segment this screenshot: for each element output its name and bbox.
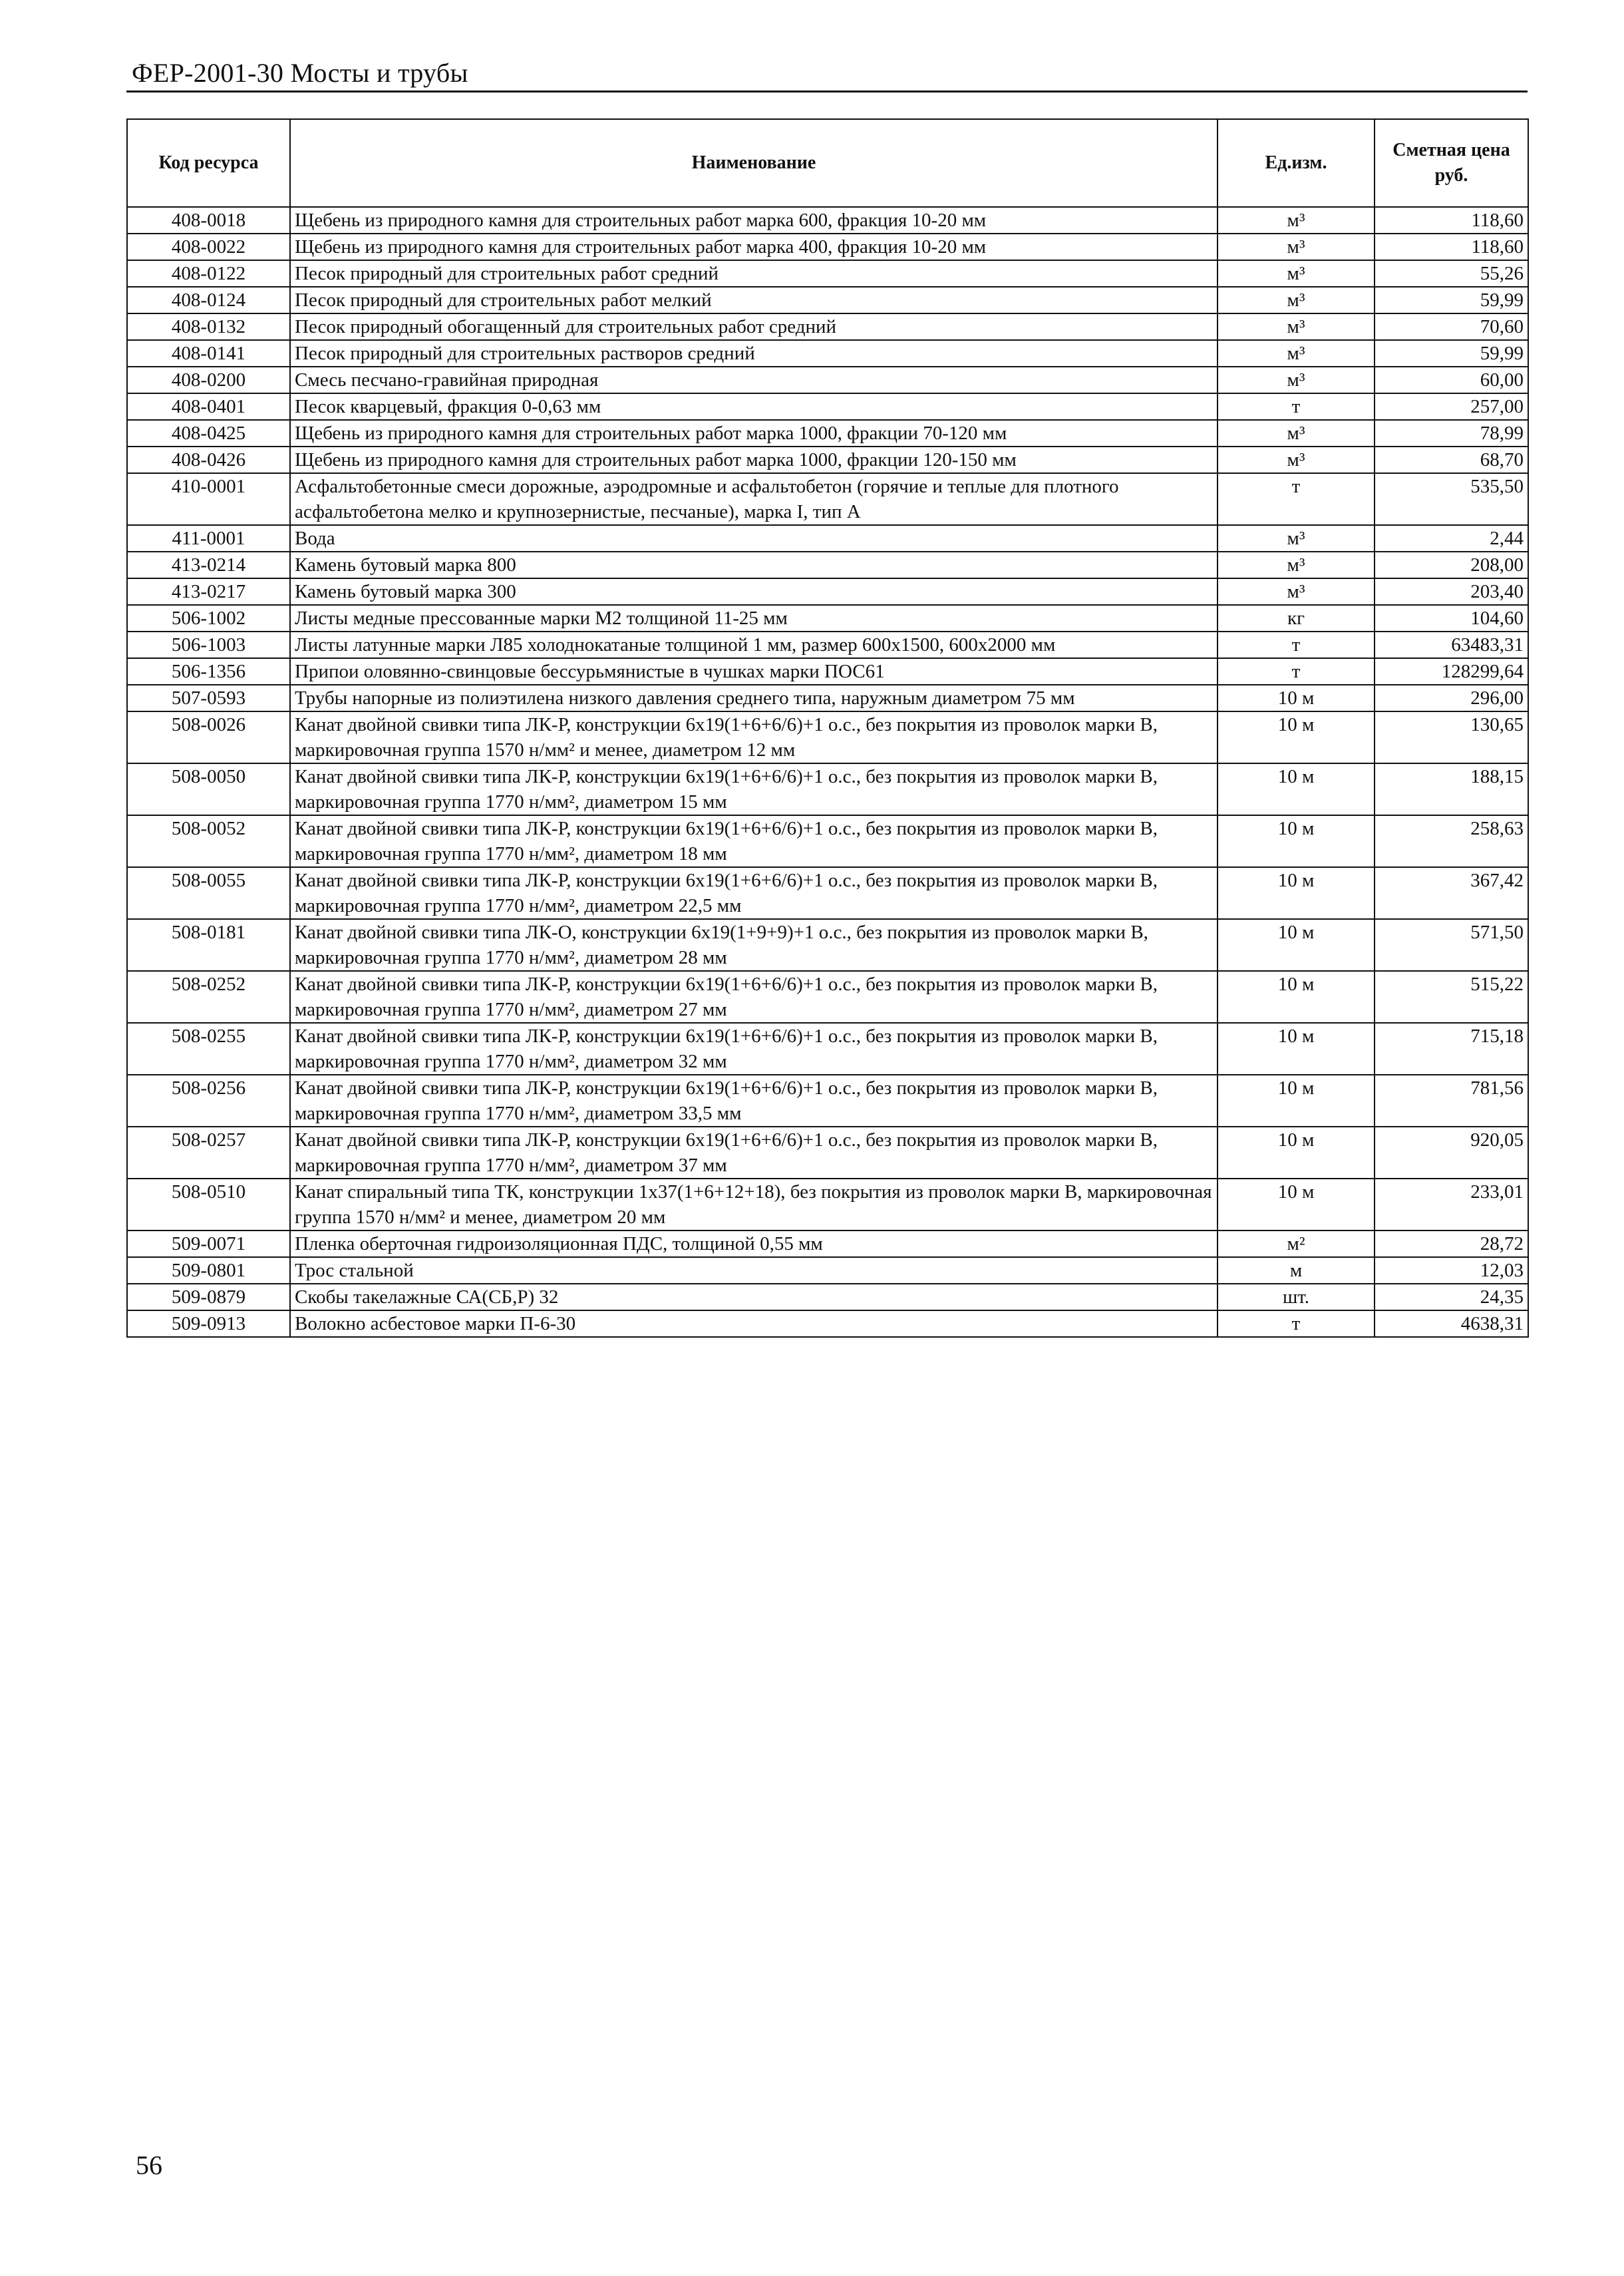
cell-code: 408-0018 <box>127 207 290 234</box>
cell-unit: м³ <box>1218 234 1375 260</box>
table-row <box>127 447 1528 473</box>
cell-price: 203,40 <box>1375 578 1528 605</box>
cell-name: Канат двойной свивки типа ЛК-Р, конструкции 6х19(1+6+6/6)+1 о.с., без покрытия из проволок марки В, маркировочная группа 1770 н/мм², диаметром 18 мм <box>290 815 1218 867</box>
cell-unit: м³ <box>1218 367 1375 393</box>
table-row <box>127 340 1528 367</box>
table-row <box>127 287 1528 313</box>
cell-unit: т <box>1218 632 1375 658</box>
cell-price: 24,35 <box>1375 1284 1528 1310</box>
cell-price: 60,00 <box>1375 367 1528 393</box>
page-number: 56 <box>136 2150 162 2180</box>
cell-name: Пленка оберточная гидроизоляционная ПДС, толщиной 0,55 мм <box>290 1231 1218 1257</box>
cell-name: Щебень из природного камня для строительных работ марка 400, фракция 10-20 мм <box>290 234 1218 260</box>
table-row <box>127 1257 1528 1284</box>
cell-code: 408-0401 <box>127 393 290 420</box>
cell-price: 2,44 <box>1375 525 1528 552</box>
table-row <box>127 815 1528 867</box>
cell-unit: 10 м <box>1218 1075 1375 1127</box>
cell-unit: 10 м <box>1218 685 1375 711</box>
table-row <box>127 473 1528 525</box>
column-header-unit: Ед.изм. <box>1218 119 1375 207</box>
table-row <box>127 367 1528 393</box>
cell-unit: м³ <box>1218 552 1375 578</box>
column-header-code: Код ресурса <box>127 119 290 207</box>
cell-unit: 10 м <box>1218 1023 1375 1075</box>
cell-price: 118,60 <box>1375 207 1528 234</box>
table-row <box>127 525 1528 552</box>
cell-code: 413-0214 <box>127 552 290 578</box>
cell-unit: м³ <box>1218 260 1375 287</box>
resource-price-table <box>126 118 1529 1338</box>
cell-price: 257,00 <box>1375 393 1528 420</box>
cell-code: 509-0879 <box>127 1284 290 1310</box>
cell-code: 408-0426 <box>127 447 290 473</box>
table-row <box>127 1310 1528 1337</box>
column-header-price: Сметная цена руб. <box>1375 119 1528 207</box>
cell-code: 408-0200 <box>127 367 290 393</box>
cell-name: Смесь песчано-гравийная природная <box>290 367 1218 393</box>
cell-price: 55,26 <box>1375 260 1528 287</box>
cell-code: 506-1356 <box>127 658 290 685</box>
table-row <box>127 1023 1528 1075</box>
cell-code: 508-0257 <box>127 1127 290 1179</box>
table-row <box>127 234 1528 260</box>
cell-unit: 10 м <box>1218 971 1375 1023</box>
cell-unit: т <box>1218 1310 1375 1337</box>
table-row <box>127 420 1528 447</box>
cell-name: Камень бутовый марка 300 <box>290 578 1218 605</box>
cell-code: 506-1002 <box>127 605 290 632</box>
cell-price: 28,72 <box>1375 1231 1528 1257</box>
cell-code: 408-0124 <box>127 287 290 313</box>
cell-unit: 10 м <box>1218 815 1375 867</box>
cell-price: 233,01 <box>1375 1179 1528 1231</box>
cell-unit: 10 м <box>1218 763 1375 815</box>
cell-unit: шт. <box>1218 1284 1375 1310</box>
cell-name: Трубы напорные из полиэтилена низкого давления среднего типа, наружным диаметром 75 мм <box>290 685 1218 711</box>
table-row <box>127 207 1528 234</box>
cell-unit: т <box>1218 393 1375 420</box>
cell-price: 208,00 <box>1375 552 1528 578</box>
cell-code: 508-0510 <box>127 1179 290 1231</box>
cell-unit: 10 м <box>1218 1179 1375 1231</box>
cell-code: 507-0593 <box>127 685 290 711</box>
cell-name: Листы латунные марки Л85 холоднокатаные толщиной 1 мм, размер 600х1500, 600х2000 мм <box>290 632 1218 658</box>
cell-name: Скобы такелажные СА(СБ,Р) 32 <box>290 1284 1218 1310</box>
cell-price: 258,63 <box>1375 815 1528 867</box>
cell-price: 70,60 <box>1375 313 1528 340</box>
cell-price: 68,70 <box>1375 447 1528 473</box>
cell-price: 63483,31 <box>1375 632 1528 658</box>
cell-unit: 10 м <box>1218 711 1375 763</box>
cell-unit: м³ <box>1218 287 1375 313</box>
cell-unit: м³ <box>1218 525 1375 552</box>
table-row <box>127 1284 1528 1310</box>
cell-name: Волокно асбестовое марки П-6-30 <box>290 1310 1218 1337</box>
cell-code: 408-0022 <box>127 234 290 260</box>
cell-price: 4638,31 <box>1375 1310 1528 1337</box>
cell-code: 411-0001 <box>127 525 290 552</box>
cell-code: 508-0252 <box>127 971 290 1023</box>
cell-unit: м³ <box>1218 420 1375 447</box>
cell-price: 571,50 <box>1375 919 1528 971</box>
table-row <box>127 867 1528 919</box>
cell-price: 78,99 <box>1375 420 1528 447</box>
cell-name: Канат двойной свивки типа ЛК-Р, конструкции 6х19(1+6+6/6)+1 о.с., без покрытия из проволок марки В, маркировочная группа 1770 н/мм², диаметром 37 мм <box>290 1127 1218 1179</box>
cell-price: 12,03 <box>1375 1257 1528 1284</box>
cell-price: 188,15 <box>1375 763 1528 815</box>
cell-unit: т <box>1218 473 1375 525</box>
cell-price: 296,00 <box>1375 685 1528 711</box>
cell-name: Песок кварцевый, фракция 0-0,63 мм <box>290 393 1218 420</box>
cell-code: 508-0255 <box>127 1023 290 1075</box>
cell-code: 509-0071 <box>127 1231 290 1257</box>
cell-unit: м³ <box>1218 207 1375 234</box>
table-row <box>127 971 1528 1023</box>
cell-name: Листы медные прессованные марки М2 толщиной 11-25 мм <box>290 605 1218 632</box>
cell-price: 59,99 <box>1375 287 1528 313</box>
cell-code: 509-0913 <box>127 1310 290 1337</box>
cell-name: Щебень из природного камня для строительных работ марка 1000, фракции 70-120 мм <box>290 420 1218 447</box>
cell-price: 128299,64 <box>1375 658 1528 685</box>
table-row <box>127 1127 1528 1179</box>
cell-price: 535,50 <box>1375 473 1528 525</box>
table-row <box>127 578 1528 605</box>
cell-name: Канат спиральный типа ТК, конструкции 1х37(1+6+12+18), без покрытия из проволок марки В, маркировочная группа 1570 н/мм² и менее, диаметром 20 мм <box>290 1179 1218 1231</box>
cell-name: Канат двойной свивки типа ЛК-Р, конструкции 6х19(1+6+6/6)+1 о.с., без покрытия из проволок марки В, маркировочная группа 1570 н/мм² и менее, диаметром 12 мм <box>290 711 1218 763</box>
cell-price: 920,05 <box>1375 1127 1528 1179</box>
table-row <box>127 685 1528 711</box>
table-row <box>127 605 1528 632</box>
cell-name: Канат двойной свивки типа ЛК-Р, конструкции 6х19(1+6+6/6)+1 о.с., без покрытия из проволок марки В, маркировочная группа 1770 н/мм², диаметром 32 мм <box>290 1023 1218 1075</box>
cell-price: 781,56 <box>1375 1075 1528 1127</box>
cell-code: 413-0217 <box>127 578 290 605</box>
cell-unit: 10 м <box>1218 867 1375 919</box>
table-row <box>127 1179 1528 1231</box>
cell-code: 508-0050 <box>127 763 290 815</box>
table-row <box>127 711 1528 763</box>
cell-code: 509-0801 <box>127 1257 290 1284</box>
cell-price: 118,60 <box>1375 234 1528 260</box>
table-row <box>127 552 1528 578</box>
cell-unit: м³ <box>1218 340 1375 367</box>
cell-name: Канат двойной свивки типа ЛК-Р, конструкции 6х19(1+6+6/6)+1 о.с., без покрытия из проволок марки В, маркировочная группа 1770 н/мм², диаметром 27 мм <box>290 971 1218 1023</box>
cell-unit: м <box>1218 1257 1375 1284</box>
cell-unit: м³ <box>1218 578 1375 605</box>
cell-name: Песок природный для строительных работ мелкий <box>290 287 1218 313</box>
table-row <box>127 393 1528 420</box>
cell-name: Щебень из природного камня для строительных работ марка 1000, фракции 120-150 мм <box>290 447 1218 473</box>
table-row <box>127 632 1528 658</box>
table-row <box>127 313 1528 340</box>
cell-name: Припои оловянно-свинцовые бессурьмянистые в чушках марки ПОС61 <box>290 658 1218 685</box>
cell-name: Щебень из природного камня для строительных работ марка 600, фракция 10-20 мм <box>290 207 1218 234</box>
cell-unit: м³ <box>1218 313 1375 340</box>
cell-code: 508-0052 <box>127 815 290 867</box>
cell-unit: 10 м <box>1218 1127 1375 1179</box>
cell-code: 508-0256 <box>127 1075 290 1127</box>
cell-code: 410-0001 <box>127 473 290 525</box>
cell-code: 506-1003 <box>127 632 290 658</box>
column-header-name: Наименование <box>290 119 1218 207</box>
cell-name: Песок природный обогащенный для строительных работ средний <box>290 313 1218 340</box>
cell-unit: 10 м <box>1218 919 1375 971</box>
table-row <box>127 260 1528 287</box>
cell-name: Канат двойной свивки типа ЛК-О, конструкции 6х19(1+9+9)+1 о.с., без покрытия из проволок марки В, маркировочная группа 1770 н/мм², диаметром 28 мм <box>290 919 1218 971</box>
cell-price: 367,42 <box>1375 867 1528 919</box>
cell-price: 515,22 <box>1375 971 1528 1023</box>
cell-name: Канат двойной свивки типа ЛК-Р, конструкции 6х19(1+6+6/6)+1 о.с., без покрытия из проволок марки В, маркировочная группа 1770 н/мм², диаметром 15 мм <box>290 763 1218 815</box>
cell-price: 59,99 <box>1375 340 1528 367</box>
cell-code: 508-0026 <box>127 711 290 763</box>
table-row <box>127 763 1528 815</box>
cell-unit: т <box>1218 658 1375 685</box>
cell-code: 408-0122 <box>127 260 290 287</box>
table-row <box>127 658 1528 685</box>
cell-name: Канат двойной свивки типа ЛК-Р, конструкции 6х19(1+6+6/6)+1 о.с., без покрытия из проволок марки В, маркировочная группа 1770 н/мм², диаметром 33,5 мм <box>290 1075 1218 1127</box>
cell-code: 408-0141 <box>127 340 290 367</box>
cell-name: Песок природный для строительных работ средний <box>290 260 1218 287</box>
cell-code: 408-0132 <box>127 313 290 340</box>
cell-name: Асфальтобетонные смеси дорожные, аэродромные и асфальтобетон (горячие и теплые для плотного асфальтобетона мелко и крупнозернистые, песчаные), марка I, тип А <box>290 473 1218 525</box>
cell-code: 508-0055 <box>127 867 290 919</box>
cell-price: 130,65 <box>1375 711 1528 763</box>
cell-name: Канат двойной свивки типа ЛК-Р, конструкции 6х19(1+6+6/6)+1 о.с., без покрытия из проволок марки В, маркировочная группа 1770 н/мм², диаметром 22,5 мм <box>290 867 1218 919</box>
document-title: ФЕР-2001-30 Мосты и трубы <box>132 58 468 88</box>
table-row <box>127 919 1528 971</box>
table-header-row <box>127 119 1528 207</box>
cell-unit: м² <box>1218 1231 1375 1257</box>
cell-name: Трос стальной <box>290 1257 1218 1284</box>
cell-name: Камень бутовый марка 800 <box>290 552 1218 578</box>
table-row <box>127 1075 1528 1127</box>
cell-name: Песок природный для строительных растворов средний <box>290 340 1218 367</box>
cell-unit: кг <box>1218 605 1375 632</box>
cell-price: 104,60 <box>1375 605 1528 632</box>
cell-unit: м³ <box>1218 447 1375 473</box>
cell-code: 408-0425 <box>127 420 290 447</box>
cell-code: 508-0181 <box>127 919 290 971</box>
table-row <box>127 1231 1528 1257</box>
cell-name: Вода <box>290 525 1218 552</box>
cell-price: 715,18 <box>1375 1023 1528 1075</box>
table-body <box>127 207 1528 1337</box>
running-header <box>126 57 1528 93</box>
